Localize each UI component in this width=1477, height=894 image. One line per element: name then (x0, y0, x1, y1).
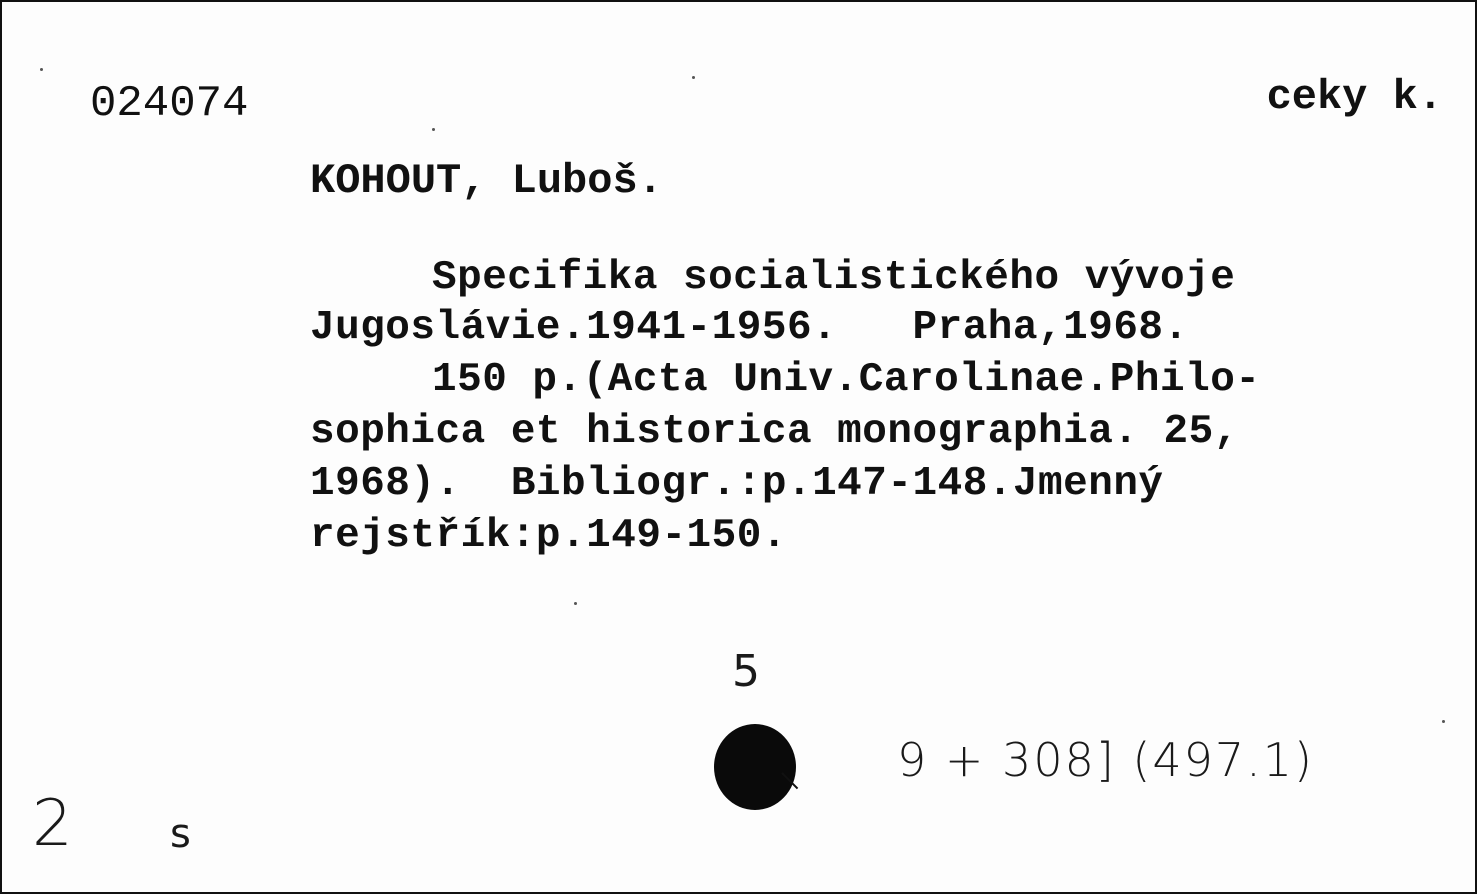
speck (40, 68, 43, 71)
accession-number: 024074 (90, 79, 249, 129)
entry-line: rejstřík:p.149-150. (310, 513, 787, 559)
speck (574, 602, 577, 605)
call-number: ceky k. (1266, 73, 1443, 121)
speck (1442, 720, 1445, 723)
entry-line: Jugoslávie.1941-1956. Praha,1968. (310, 305, 1189, 351)
handwritten-s-mark: s (170, 811, 191, 857)
entry-line: Specifika socialistického vývoje (432, 255, 1236, 301)
entry-line: 1968). Bibliogr.:p.147-148.Jmenný (310, 461, 1164, 507)
entry-line: sophica et historica monographia. 25, (310, 409, 1239, 455)
handwritten-number: 5 (732, 646, 760, 697)
author-heading: KOHOUT, Luboš. (310, 157, 663, 205)
punch-hole (714, 724, 796, 810)
speck (432, 128, 435, 131)
speck (692, 76, 695, 79)
handwritten-pages-note: 9 + 308] (497.1) (897, 733, 1315, 787)
handwritten-left-mark: 2 (32, 787, 73, 861)
entry-line: 150 p.(Acta Univ.Carolinae.Philo- (432, 357, 1261, 403)
